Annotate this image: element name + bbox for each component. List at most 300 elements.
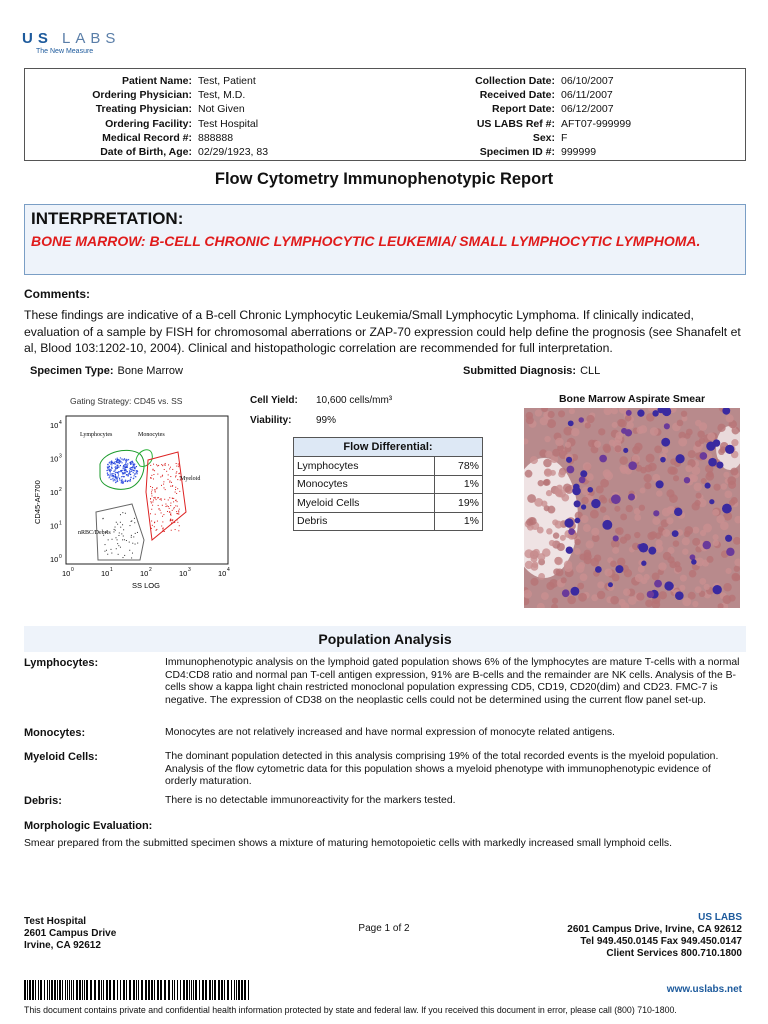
lymph-event-dot: [124, 466, 125, 467]
smear-nucleus: [637, 410, 644, 417]
myeloid-event-dot: [165, 489, 166, 490]
smear-title: Bone Marrow Aspirate Smear: [558, 393, 706, 405]
smear-nucleus: [599, 455, 607, 463]
smear-rbc: [666, 489, 674, 497]
row-value: 19%: [435, 494, 483, 513]
cd45-ss-plot: [28, 412, 238, 594]
barcode-bar: [86, 980, 88, 1000]
debris-event-dot: [131, 557, 132, 558]
barcode-bar: [145, 980, 147, 1000]
smear-rbc: [616, 527, 624, 535]
barcode-bar: [202, 980, 204, 1000]
smear-rbc: [530, 578, 538, 586]
lymph-event-dot: [130, 477, 131, 478]
debris-event-dot: [112, 539, 113, 540]
debris-event-dot: [121, 533, 122, 534]
barcode-bar: [54, 980, 56, 1000]
barcode-bar: [113, 980, 115, 1000]
lymph-event-dot: [129, 472, 130, 473]
lymph-event-dot: [122, 473, 123, 474]
smear-rbc: [567, 596, 576, 605]
lymph-event-dot: [125, 462, 126, 463]
field-value: 888888: [198, 131, 234, 144]
lymph-event-dot: [109, 470, 110, 471]
smear-rbc: [713, 484, 720, 491]
smear-rbc: [620, 536, 627, 543]
barcode-bar: [40, 980, 42, 1000]
smear-rbc: [580, 573, 588, 581]
myeloid-event-dot: [151, 478, 152, 479]
smear-nucleus: [641, 561, 646, 566]
logo-us: US: [22, 30, 53, 47]
myeloid-event-dot: [163, 514, 164, 515]
smear-nucleus: [648, 547, 656, 555]
barcode-bar: [209, 980, 211, 1000]
myeloid-event-dot: [165, 463, 166, 464]
lymph-event-dot: [121, 482, 122, 483]
debris-event-dot: [135, 533, 136, 534]
x-tick-label: 10: [101, 569, 110, 578]
myeloid-event-dot: [161, 525, 162, 526]
barcode-bar: [82, 980, 83, 1000]
myeloid-event-dot: [176, 475, 177, 476]
smear-nucleus: [580, 470, 587, 477]
smear-nucleus: [566, 546, 573, 553]
morphology-text: Smear prepared from the submitted specimen shows a mixture of maturing hemotopoietic cells with markedly increased small lymphoid cells.: [24, 838, 672, 849]
y-tick-exponent: 2: [59, 487, 62, 493]
submitted-diagnosis: [463, 365, 600, 377]
barcode-bar: [84, 980, 85, 1000]
x-tick-exponent: 2: [149, 567, 152, 573]
lymph-event-dot: [135, 476, 136, 477]
smear-rbc: [531, 556, 538, 563]
barcode-bar: [65, 980, 66, 1000]
barcode-bar: [138, 980, 139, 1000]
smear-rbc: [696, 493, 702, 499]
barcode-bar: [199, 980, 200, 1000]
myeloid-event-dot: [172, 485, 173, 486]
barcode-bar: [218, 980, 220, 1000]
myeloid-event-dot: [165, 465, 166, 466]
debris-event-dot: [117, 524, 118, 525]
barcode-bar: [154, 980, 155, 1000]
smear-rbc: [586, 415, 594, 423]
smear-rbc: [667, 466, 675, 474]
smear-rbc: [691, 466, 700, 475]
debris-event-dot: [122, 512, 123, 513]
smear-nucleus: [709, 499, 714, 504]
debris-event-dot: [120, 522, 121, 523]
smear-rbc: [546, 528, 552, 534]
smear-rbc: [598, 428, 605, 435]
smear-rbc: [654, 446, 662, 454]
myeloid-event-dot: [153, 474, 154, 475]
population-analysis-title: Population Analysis: [24, 626, 746, 652]
smear-rbc: [614, 445, 621, 452]
lymph-event-dot: [134, 473, 135, 474]
x-tick-exponent: 0: [71, 567, 74, 573]
debris-event-dot: [129, 525, 130, 526]
smear-nucleus: [628, 493, 635, 500]
smear-nucleus: [653, 510, 659, 516]
barcode-bar: [234, 980, 235, 1000]
lymph-event-dot: [130, 480, 131, 481]
barcode-bar: [79, 980, 81, 1000]
lymph-event-dot: [119, 478, 120, 479]
myeloid-event-dot: [157, 465, 158, 466]
lymph-event-dot: [109, 462, 110, 463]
barcode-bar: [224, 980, 225, 1000]
smear-rbc: [538, 553, 546, 561]
lymph-event-dot: [134, 465, 135, 466]
debris-event-dot: [126, 540, 127, 541]
lymph-event-dot: [131, 471, 132, 472]
debris-event-dot: [122, 524, 123, 525]
debris-event-dot: [132, 543, 133, 544]
smear-rbc: [558, 489, 566, 497]
footer-client-address: [24, 916, 116, 952]
lymph-event-dot: [118, 460, 119, 461]
smear-nucleus: [613, 535, 619, 541]
myeloid-event-dot: [170, 513, 171, 514]
smear-rbc: [643, 474, 651, 482]
lymph-event-dot: [112, 478, 113, 479]
smear-nucleus: [675, 591, 684, 600]
smear-rbc: [545, 451, 552, 458]
lymph-event-dot: [120, 470, 121, 471]
myeloid-event-dot: [175, 492, 176, 493]
lymph-event-dot: [130, 479, 131, 480]
lymph-event-dot: [122, 470, 123, 471]
lymph-event-dot: [111, 475, 112, 476]
smear-rbc: [541, 500, 547, 506]
myeloid-event-dot: [156, 529, 157, 530]
lymph-event-dot: [114, 480, 115, 481]
smear-rbc: [636, 592, 644, 600]
nrbc-gate-label: nRBC/Debris: [78, 530, 111, 536]
lymph-event-dot: [113, 480, 114, 481]
debris-event-dot: [133, 536, 134, 537]
lymph-event-dot: [127, 474, 128, 475]
smear-rbc: [552, 598, 558, 604]
cell-yield-label: Cell Yield:: [250, 394, 298, 406]
smear-rbc: [610, 561, 617, 568]
barcode-bar: [236, 980, 237, 1000]
myeloid-event-dot: [179, 509, 180, 510]
lymph-event-dot: [126, 464, 127, 465]
lymph-event-dot: [108, 474, 109, 475]
lymph-event-dot: [114, 476, 115, 477]
myeloid-event-dot: [169, 512, 170, 513]
smear-rbc: [688, 450, 696, 458]
myeloid-event-dot: [167, 511, 168, 512]
lymph-event-dot: [113, 476, 114, 477]
smear-rbc: [634, 443, 642, 451]
smear-nucleus: [647, 591, 654, 598]
smear-nucleus: [572, 487, 581, 496]
lymph-event-dot: [109, 466, 110, 467]
barcode-bar: [103, 980, 104, 1000]
debris-event-dot: [118, 545, 119, 546]
smear-nucleus: [591, 499, 600, 508]
myeloid-event-dot: [175, 476, 176, 477]
myeloid-event-dot: [151, 493, 152, 494]
cell-stats: [250, 390, 392, 430]
field-label: Sex:: [532, 131, 555, 144]
smear-rbc: [728, 481, 736, 489]
lymph-event-dot: [121, 458, 122, 459]
myeloid-event-dot: [168, 506, 169, 507]
smear-nucleus: [713, 585, 722, 594]
myeloid-event-dot: [151, 528, 152, 529]
barcode-bar: [106, 980, 108, 1000]
myeloid-event-dot: [177, 522, 178, 523]
smear-rbc: [635, 574, 643, 582]
x-tick-label: 10: [62, 569, 71, 578]
lymph-event-dot: [132, 461, 133, 462]
footer-lab-address: [567, 912, 742, 960]
smear-rbc: [649, 531, 657, 539]
debris-event-dot: [107, 554, 108, 555]
debris-event-dot: [114, 529, 115, 530]
lymph-event-dot: [110, 479, 111, 480]
smear-rbc: [614, 506, 620, 512]
debris-event-dot: [115, 527, 116, 528]
smear-rbc: [680, 575, 687, 582]
footer-client-city: Irvine, CA 92612: [24, 940, 101, 951]
myeloid-event-dot: [174, 507, 175, 508]
smear-rbc: [726, 414, 734, 422]
smear-rbc: [669, 561, 676, 568]
myeloid-event-dot: [157, 497, 158, 498]
smear-rbc: [662, 447, 668, 453]
barcode-bar: [73, 980, 74, 1000]
myeloid-event-dot: [172, 520, 173, 521]
smear-rbc: [610, 596, 619, 605]
smear-rbc: [541, 592, 549, 600]
smear-rbc: [626, 505, 633, 512]
lymph-event-dot: [111, 463, 112, 464]
myeloid-event-dot: [154, 489, 155, 490]
myeloid-event-dot: [162, 465, 163, 466]
debris-event-dot: [105, 544, 106, 545]
pop-text: The dominant population detected in this analysis comprising 19% of the total recorded events is the myeloid population. Analysis of the flow cytometric data for this population shows a myeloid phenotype with immunophenotypic evidence of orderly maturation.: [165, 751, 719, 788]
myeloid-event-dot: [154, 526, 155, 527]
myeloid-event-dot: [153, 478, 154, 479]
lymph-event-dot: [110, 473, 111, 474]
smear-rbc: [644, 482, 651, 489]
barcode-bar: [126, 980, 127, 1000]
barcode-bar: [136, 980, 137, 1000]
myeloid-event-dot: [161, 512, 162, 513]
smear-nucleus: [608, 582, 613, 587]
myeloid-event-dot: [160, 476, 161, 477]
y-tick-exponent: 0: [59, 554, 62, 560]
smear-rbc: [618, 419, 626, 427]
myeloid-event-dot: [161, 498, 162, 499]
lymph-event-dot: [124, 472, 125, 473]
myeloid-event-dot: [170, 503, 171, 504]
smear-nucleus: [587, 487, 593, 493]
lymph-event-dot: [113, 463, 114, 464]
footer-lab-phone: Tel 949.450.0145 Fax 949.450.0147: [580, 936, 742, 947]
smear-rbc: [652, 572, 660, 580]
myeloid-event-dot: [153, 469, 154, 470]
smear-rbc: [604, 471, 613, 480]
plot-frame: [66, 416, 228, 564]
myeloid-event-dot: [161, 500, 162, 501]
row-name: Lymphocytes: [294, 457, 435, 476]
smear-rbc: [578, 593, 587, 602]
patient-info-left: [49, 74, 268, 159]
viability-value: 99%: [316, 414, 337, 426]
smear-nucleus: [579, 477, 586, 484]
lymph-event-dot: [126, 460, 127, 461]
bone-marrow-smear-image: [524, 408, 740, 608]
barcode-bar: [67, 980, 68, 1000]
y-tick-label: 10: [50, 555, 59, 564]
debris-event-dot: [129, 550, 130, 551]
table-row: [294, 475, 483, 494]
debris-event-dot: [111, 553, 112, 554]
smear-nucleus: [639, 543, 649, 553]
smear-nucleus: [581, 504, 586, 509]
barcode-bar: [221, 980, 223, 1000]
debris-event-dot: [137, 532, 138, 533]
morphology-heading: Morphologic Evaluation:: [24, 820, 153, 832]
myeloid-event-dot: [162, 475, 163, 476]
debris-event-dot: [120, 527, 121, 528]
smear-nucleus: [562, 589, 570, 597]
field-value: Test Hospital: [198, 117, 259, 130]
myeloid-event-dot: [163, 481, 164, 482]
myeloid-event-dot: [150, 501, 151, 502]
myeloid-event-dot: [159, 499, 160, 500]
pop-text: There is no detectable immunoreactivity for the markers tested.: [165, 795, 456, 806]
specimen-type: [30, 365, 183, 377]
viability-label: Viability:: [250, 414, 292, 426]
myeloid-event-dot: [155, 497, 156, 498]
smear-rbc: [531, 563, 539, 571]
barcode-bar: [29, 980, 31, 1000]
barcode-bar: [189, 980, 190, 1000]
smear-rbc: [558, 410, 565, 417]
myeloid-event-dot: [167, 505, 168, 506]
debris-event-dot: [110, 549, 111, 550]
smear-rbc: [677, 420, 684, 427]
smear-rbc: [547, 506, 555, 514]
interpretation-text: BONE MARROW: B-CELL CHRONIC LYMPHOCYTIC LEUKEMIA/ SMALL LYMPHOCYTIC LYMPHOMA.: [31, 233, 701, 249]
smear-rbc: [612, 574, 620, 582]
smear-rbc: [656, 490, 663, 497]
myeloid-event-dot: [177, 488, 178, 489]
smear-rbc: [707, 471, 713, 477]
smear-rbc: [552, 449, 560, 457]
myeloid-event-dot: [153, 464, 154, 465]
myeloid-event-dot: [164, 487, 165, 488]
myeloid-event-dot: [179, 491, 180, 492]
myeloid-event-dot: [154, 470, 155, 471]
debris-event-dot: [119, 532, 120, 533]
myeloid-event-dot: [159, 508, 160, 509]
barcode-bar: [183, 980, 185, 1000]
smear-rbc: [699, 578, 706, 585]
website-link[interactable]: www.uslabs.net: [666, 984, 742, 995]
smear-rbc: [729, 595, 736, 602]
smear-rbc: [634, 514, 641, 521]
plot-ylabel: CD45-AF700: [33, 480, 42, 524]
myeloid-event-dot: [152, 505, 153, 506]
smear-nucleus: [703, 541, 711, 549]
smear-rbc: [612, 547, 619, 554]
smear-rbc: [553, 532, 559, 538]
smear-rbc: [535, 409, 542, 416]
lymph-event-dot: [122, 483, 123, 484]
myeloid-event-dot: [172, 469, 173, 470]
myeloid-event-dot: [164, 464, 165, 465]
myeloid-event-dot: [150, 465, 151, 466]
myeloid-event-dot: [164, 469, 165, 470]
smear-nucleus: [725, 445, 734, 454]
flow-differential-table: [293, 437, 483, 531]
lymph-event-dot: [115, 463, 116, 464]
myeloid-event-dot: [167, 479, 168, 480]
specimen-type-label: Specimen Type:: [30, 365, 114, 377]
lymph-event-dot: [130, 469, 131, 470]
debris-event-dot: [131, 520, 132, 521]
myeloid-event-dot: [178, 473, 179, 474]
barcode-bar: [191, 980, 192, 1000]
myeloid-event-dot: [169, 508, 170, 509]
field-value: Test, Patient: [198, 75, 256, 88]
lymph-event-dot: [115, 475, 116, 476]
barcode-bar: [248, 980, 249, 1000]
debris-event-dot: [106, 550, 107, 551]
debris-event-dot: [122, 557, 123, 558]
smear-rbc: [686, 429, 693, 436]
barcode-bar: [24, 980, 26, 1000]
myeloid-event-dot: [170, 476, 171, 477]
myeloid-event-dot: [170, 505, 171, 506]
smear-rbc: [703, 524, 712, 533]
smear-nucleus: [660, 457, 666, 463]
pop-label: Myeloid Cells:: [24, 751, 98, 763]
lymph-event-dot: [117, 468, 118, 469]
debris-event-dot: [129, 542, 130, 543]
lymph-event-dot: [126, 459, 127, 460]
row-name: Monocytes: [294, 475, 435, 494]
lymph-event-dot: [127, 465, 128, 466]
interpretation-box: [24, 204, 746, 275]
lymph-event-dot: [119, 463, 120, 464]
smear-rbc: [590, 510, 599, 519]
barcode-bar: [69, 980, 70, 1000]
lymph-event-dot: [135, 468, 136, 469]
smear-nucleus: [566, 457, 572, 463]
smear-nucleus: [611, 494, 621, 504]
myeloid-event-dot: [176, 471, 177, 472]
myeloid-event-dot: [173, 498, 174, 499]
lymph-event-dot: [133, 463, 134, 464]
y-tick-exponent: 4: [59, 420, 62, 426]
smear-rbc: [556, 569, 564, 577]
barcode-bar: [168, 980, 170, 1000]
lymph-event-dot: [136, 473, 137, 474]
smear-rbc: [678, 438, 687, 447]
myeloid-event-dot: [173, 508, 174, 509]
lymph-event-dot: [128, 475, 129, 476]
smear-rbc: [692, 527, 699, 534]
